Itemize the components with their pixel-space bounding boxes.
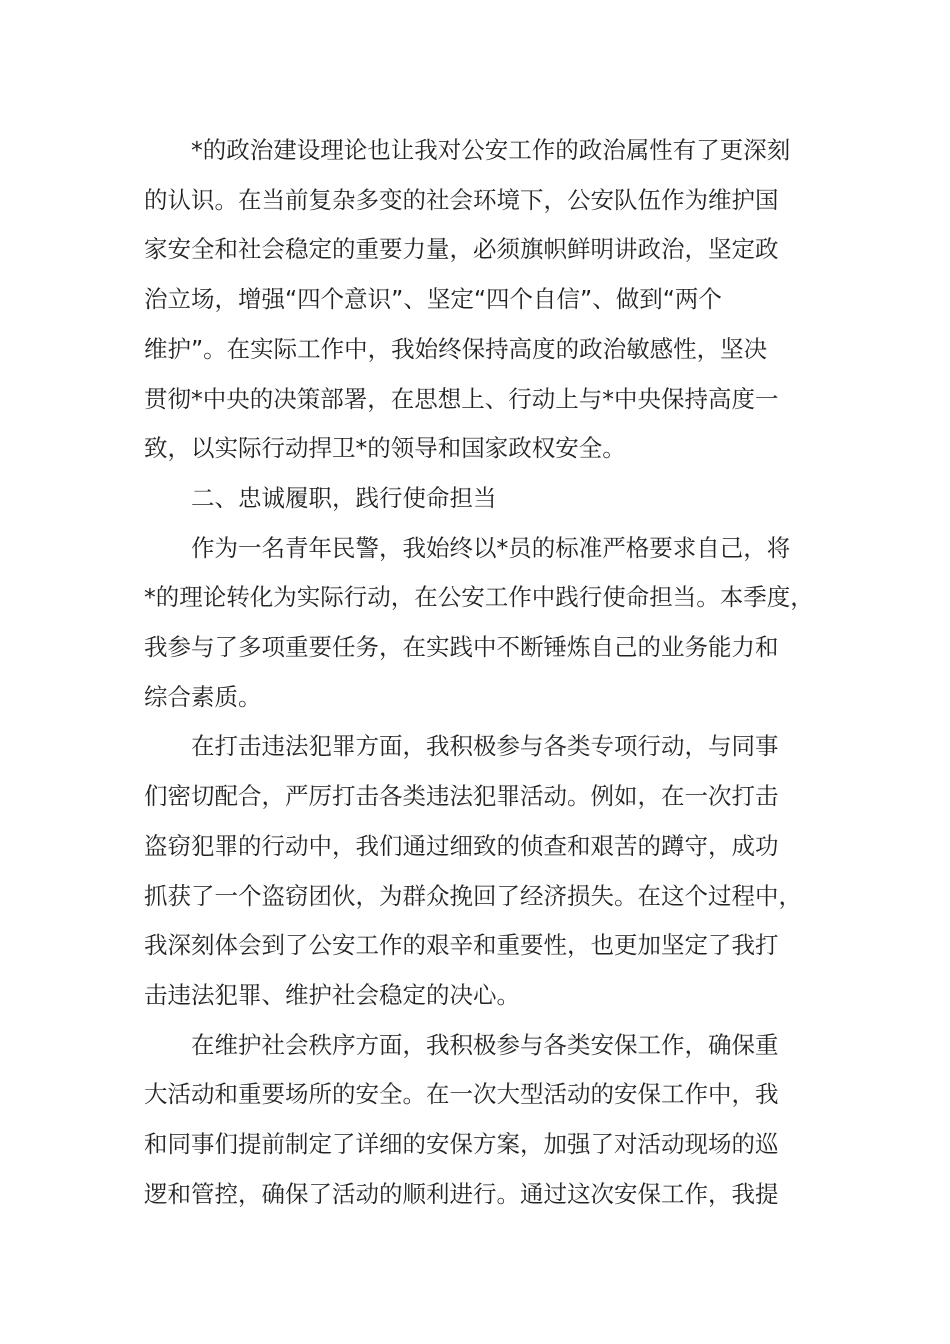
paragraph-public-order <box>144 1021 796 1220</box>
text-line: *的政治建设理论也让我对公安工作的政治属性有了更深刻 <box>191 136 791 164</box>
text-line: 综合素质。 <box>144 682 262 711</box>
text-line: 击违法犯罪、维护社会稳定的决心。 <box>144 980 520 1009</box>
section-heading-text: 二、忠诚履职，践行使命担当 <box>191 483 497 512</box>
text-line: 们密切配合，严厉打击各类违法犯罪活动。例如，在一次打击 <box>144 782 779 811</box>
text-line: 在维护社会秩序方面，我积极参与各类安保工作，确保重 <box>191 1030 779 1059</box>
text-line: 我深刻体会到了公安工作的艰辛和重要性，也更加坚定了我打 <box>144 931 779 960</box>
text-line: 盗窃犯罪的行动中，我们通过细致的侦查和艰苦的蹲守，成功 <box>144 831 779 860</box>
paragraph-political-theory <box>144 126 796 474</box>
text-line: 家安全和社会稳定的重要力量，必须旗帜鲜明讲政治，坚定政 <box>144 235 779 264</box>
text-line: 的认识。在当前复杂多变的社会环境下，公安队伍作为维护国 <box>144 185 779 214</box>
document-body <box>144 126 814 1219</box>
text-line: 逻和管控，确保了活动的顺利进行。通过这次安保工作，我提 <box>144 1179 779 1208</box>
text-line: 作为一名青年民警，我始终以*员的标准严格要求自己，将 <box>191 533 791 562</box>
text-line: 大活动和重要场所的安全。在一次大型活动的安保工作中，我 <box>144 1080 779 1109</box>
text-line: 致，以实际行动捍卫*的领导和国家政权安全。 <box>144 434 626 463</box>
text-line: 在打击违法犯罪方面，我积极参与各类专项行动，与同事 <box>191 732 779 761</box>
text-line: 和同事们提前制定了详细的安保方案，加强了对活动现场的巡 <box>144 1130 779 1159</box>
text-line: 维护”。在实际工作中，我始终保持高度的政治敏感性，坚决 <box>144 334 768 363</box>
text-line: 贯彻*中央的决策部署，在思想上、行动上与*中央保持高度一 <box>144 384 779 413</box>
text-line: 我参与了多项重要任务，在实践中不断锤炼自己的业务能力和 <box>144 633 779 662</box>
text-line: 治立场，增强“四个意识”、坚定“四个自信”、做到“两个 <box>144 285 722 314</box>
text-line: 抓获了一个盗窃团伙，为群众挽回了经济损失。在这个过程中， <box>144 881 802 910</box>
text-line: *的理论转化为实际行动，在公安工作中践行使命担当。本季度， <box>144 583 814 612</box>
paragraph-mission <box>144 524 814 723</box>
section-heading <box>144 474 796 524</box>
paragraph-crime-fighting <box>144 722 802 1020</box>
